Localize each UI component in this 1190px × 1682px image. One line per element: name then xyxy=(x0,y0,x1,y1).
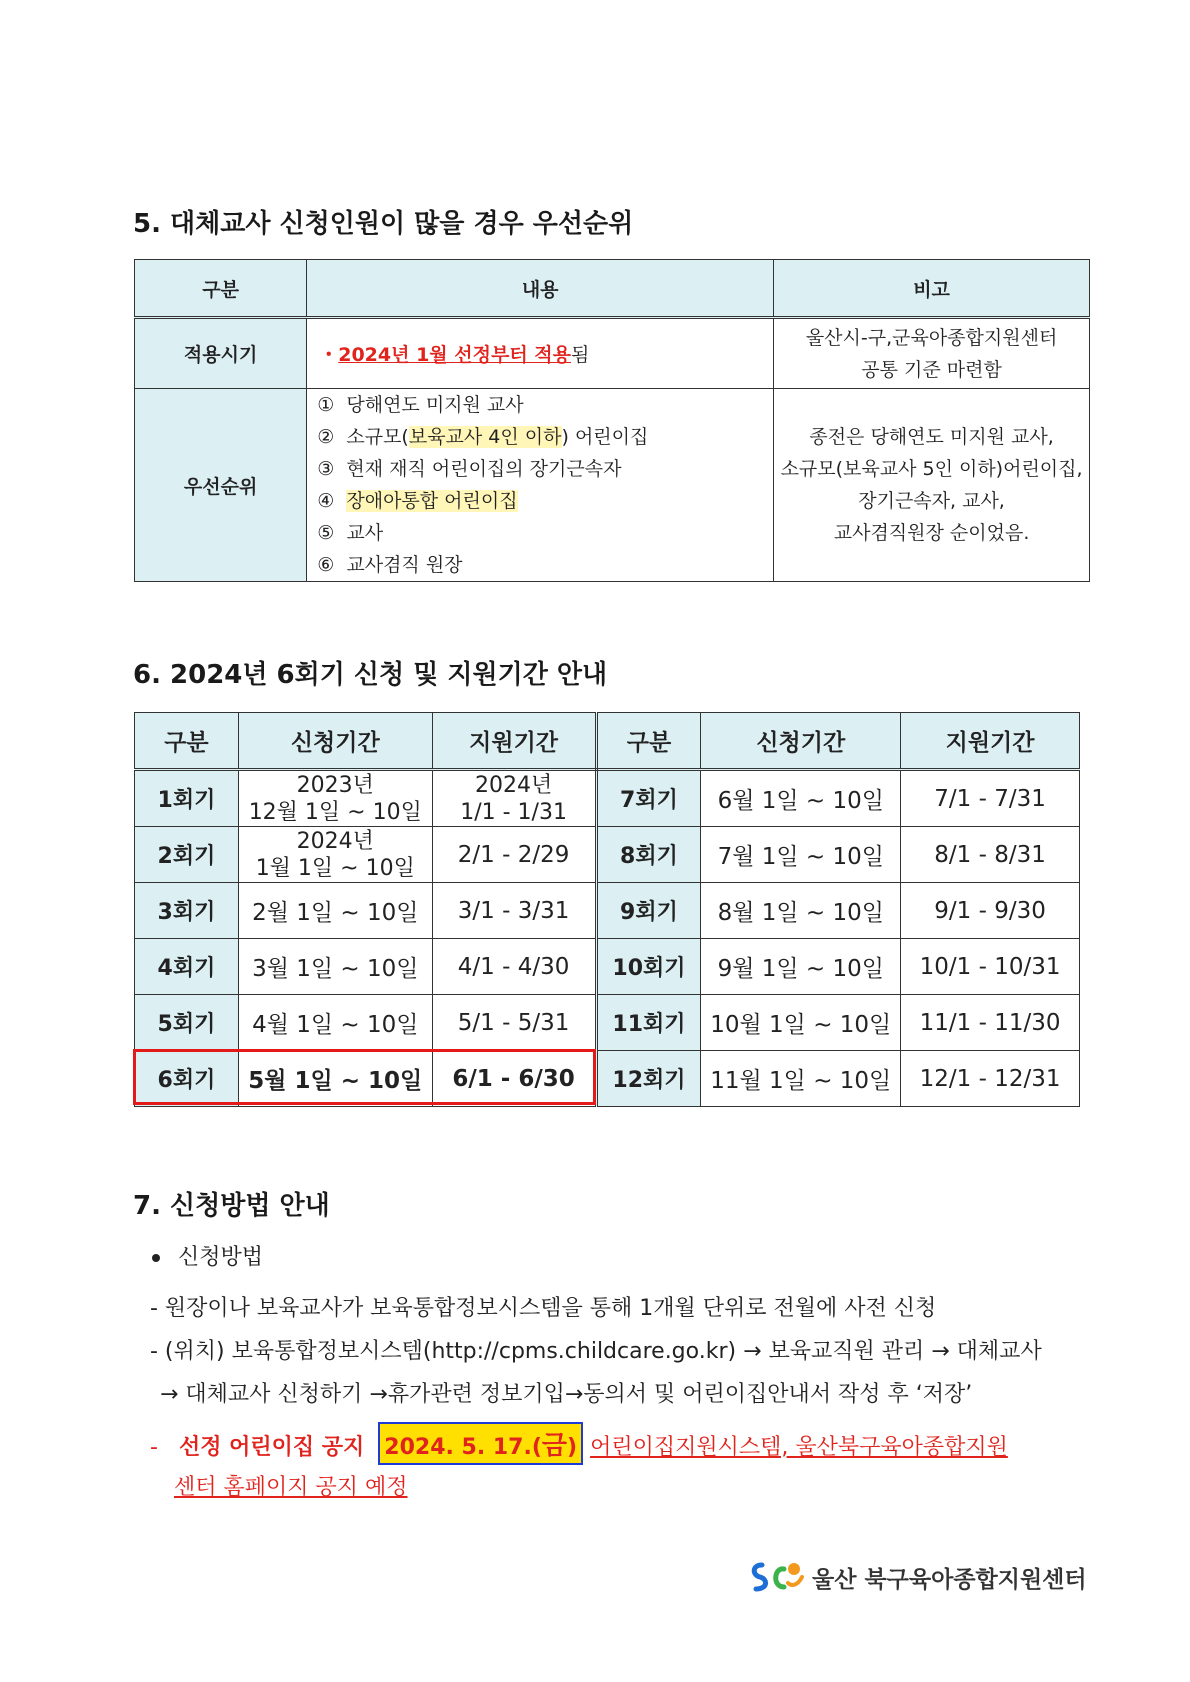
support-period: 12/1 - 12/31 xyxy=(901,1051,1080,1107)
apply-period: 10월 1일 ~ 10일 xyxy=(701,995,901,1051)
center-logo xyxy=(748,1557,1087,1597)
notice-label: 선정 어린이집 공지 xyxy=(178,1435,365,1460)
round-label: 12회기 xyxy=(596,1051,701,1107)
support-period: 2/1 - 2/29 xyxy=(432,827,596,883)
priority-item: ③ 현재 재직 어린이집의 장기근속자 xyxy=(317,458,622,480)
priority-item: ④ 장애아통합 어린이집 xyxy=(317,490,518,512)
period-note xyxy=(774,318,1090,389)
section5-title: 5. 대체교사 신청인원이 많을 경우 우선순위 xyxy=(133,209,634,239)
apply-period: 2024년 1월 1일 ~ 10일 xyxy=(238,827,432,883)
header-support-period: 지원기간 xyxy=(901,713,1080,770)
notice-tail: 어린이집지원시스템, 울산북구육아종합지원 xyxy=(590,1435,1008,1460)
priority-table xyxy=(134,259,1090,582)
note-line: 장기근속자, 교사, xyxy=(858,490,1005,512)
apply-period: 3월 1일 ~ 10일 xyxy=(238,939,432,995)
header-apply-period: 신청기간 xyxy=(701,713,901,770)
priority-item: ② 소규모(보육교사 4인 이하) 어린이집 xyxy=(317,426,649,448)
round-label: 2회기 xyxy=(135,827,239,883)
apply-period: 8월 1일 ~ 10일 xyxy=(701,883,901,939)
support-period: 6/1 - 6/30 xyxy=(432,1051,596,1107)
round-label: 4회기 xyxy=(135,939,239,995)
note-line: 울산시-구,군육아종합지원센터 xyxy=(805,326,1058,349)
support-period: 8/1 - 8/31 xyxy=(901,827,1080,883)
logo-text: 울산 북구육아종합지원센터 xyxy=(812,1566,1087,1593)
header-round: 구분 xyxy=(596,713,701,770)
header-apply-period: 신청기간 xyxy=(238,713,432,770)
bullet-item: 신청방법 xyxy=(152,1240,263,1271)
apply-period: 9월 1일 ~ 10일 xyxy=(701,939,901,995)
period-red-text: 2024년 1월 선정부터 적용 xyxy=(338,344,572,366)
apply-period: 7월 1일 ~ 10일 xyxy=(701,827,901,883)
method-line-3: → 대체교사 신청하기 →휴가관련 정보기입→동의서 및 어린이집안내서 작성 후 ‘저장’ xyxy=(160,1382,973,1407)
round-label: 7회기 xyxy=(596,770,701,827)
header-support-period: 지원기간 xyxy=(432,713,596,770)
period-tail: 됨 xyxy=(571,344,590,366)
header-category: 구분 xyxy=(135,260,307,318)
round-label: 10회기 xyxy=(596,939,701,995)
priority-item: ⑥ 교사겸직 원장 xyxy=(317,554,463,576)
apply-period: 4월 1일 ~ 10일 xyxy=(238,995,432,1051)
apply-period: 6월 1일 ~ 10일 xyxy=(701,770,901,827)
apply-period: 2월 1일 ~ 10일 xyxy=(238,883,432,939)
round-label: 9회기 xyxy=(596,883,701,939)
priority-list xyxy=(307,389,774,582)
bullet: ・ xyxy=(319,344,339,366)
section7-title: 7. 신청방법 안내 xyxy=(133,1191,330,1221)
notice-line-2: 센터 홈페이지 공지 예정 xyxy=(174,1475,408,1500)
notice-date: 2024. 5. 17.(금) xyxy=(378,1422,583,1465)
note-line: 공통 기준 마련함 xyxy=(861,358,1002,381)
round-label: 3회기 xyxy=(135,883,239,939)
row-label-priority: 우선순위 xyxy=(135,389,307,582)
round-label: 8회기 xyxy=(596,827,701,883)
schedule-table xyxy=(134,712,1080,1107)
support-period: 2024년 1/1 - 1/31 xyxy=(432,770,596,827)
priority-note xyxy=(774,389,1090,582)
apply-period: 5월 1일 ~ 10일 xyxy=(238,1051,432,1107)
round-label: 5회기 xyxy=(135,995,239,1051)
round-label: 6회기 xyxy=(135,1051,239,1107)
center-logo-icon xyxy=(748,1557,806,1597)
note-line: 소규모(보육교사 5인 이하)어린이집, xyxy=(780,458,1083,480)
header-round: 구분 xyxy=(135,713,239,770)
section6-title: 6. 2024년 6회기 신청 및 지원기간 안내 xyxy=(133,660,608,690)
row-label-period: 적용시기 xyxy=(135,318,307,389)
header-remarks: 비고 xyxy=(774,260,1090,318)
support-period: 9/1 - 9/30 xyxy=(901,883,1080,939)
method-line-2: - (위치) 보육통합정보시스템(http://cpms.childcare.go.kr) → 보육교직원 관리 → 대체교사 xyxy=(150,1339,1042,1364)
round-label: 1회기 xyxy=(135,770,239,827)
support-period: 11/1 - 11/30 xyxy=(901,995,1080,1051)
support-period: 3/1 - 3/31 xyxy=(432,883,596,939)
support-period: 5/1 - 5/31 xyxy=(432,995,596,1051)
bullet-dot-icon xyxy=(152,1254,160,1262)
support-period: 4/1 - 4/30 xyxy=(432,939,596,995)
notice-line: - 선정 어린이집 공지 2024. 5. 17.(금) 어린이집지원시스템, 울산북구육아종합지원 xyxy=(150,1422,1008,1465)
support-period: 7/1 - 7/31 xyxy=(901,770,1080,827)
header-content: 내용 xyxy=(307,260,774,318)
support-period: 10/1 - 10/31 xyxy=(901,939,1080,995)
round-label: 11회기 xyxy=(596,995,701,1051)
method-line-1: - 원장이나 보육교사가 보육통합정보시스템을 통해 1개월 단위로 전월에 사전 신청 xyxy=(150,1296,937,1321)
note-line: 교사겸직원장 순이었음. xyxy=(833,522,1030,544)
note-line: 종전은 당해연도 미지원 교사, xyxy=(809,426,1054,448)
priority-item: ① 당해연도 미지원 교사 xyxy=(317,394,524,416)
priority-item: ⑤ 교사 xyxy=(317,522,384,544)
period-content xyxy=(307,318,774,389)
apply-period: 11월 1일 ~ 10일 xyxy=(701,1051,901,1107)
apply-period: 2023년 12월 1일 ~ 10일 xyxy=(238,770,432,827)
